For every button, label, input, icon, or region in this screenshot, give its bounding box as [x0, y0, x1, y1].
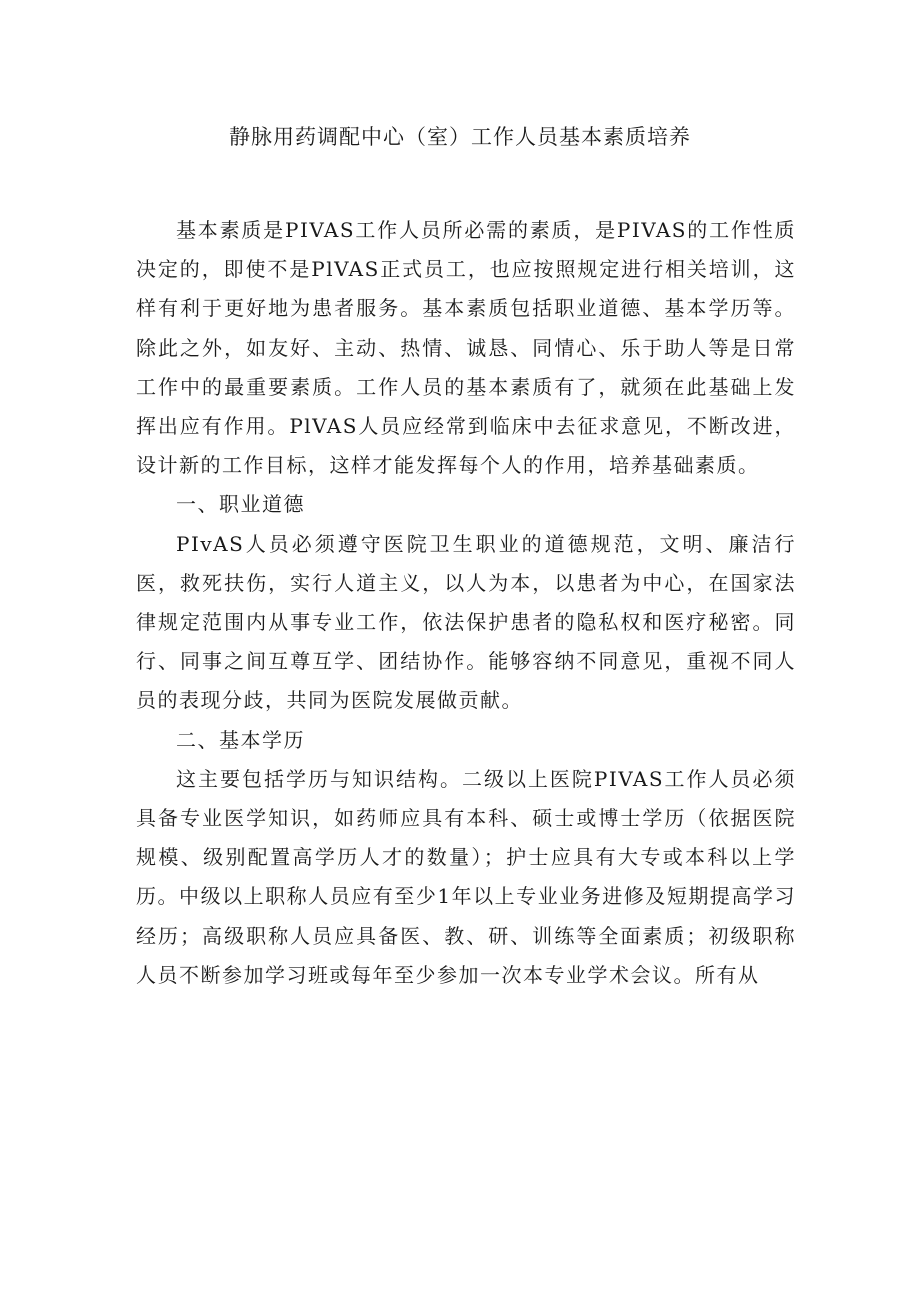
document-title: 静脉用药调配中心（室）工作人员基本素质培养 [229, 125, 691, 149]
professional-ethics-paragraph: PIvAS人员必须遵守医院卫生职业的道德规范，文明、廉洁行医，救死扶伤，实行人道主义，以人为本，以患者为中心，在国家法律规定范围内从事专业工作，依法保护患者的隐私权和医疗秘密。同行、同事之间互尊互学、团结协作。能够容纳不同意见，重视不同人员的表现分歧，共同为医院发展做贡献。 [136, 531, 796, 713]
section-heading-basic-education: 二、基本学历 [176, 727, 305, 752]
section-heading-professional-ethics: 一、职业道德 [176, 492, 305, 517]
intro-paragraph: 基本素质是PIVAS工作人员所必需的素质，是PIVAS的工作性质决定的，即使不是PlVAS正式员工，也应按照规定进行相关培训，这样有利于更好地为患者服务。基本素质包括职业道德、基本学历等。除此之外，如友好、主动、热情、诚恳、同情心、乐于助人等是日常工作中的最重要素质。工作人员的基本素质有了，就须在此基础上发挥出应有作用。PlVAS人员应经常到临床中去征求意见，不断改进，设计新的工作目标，这样才能发挥每个人的作用，培养基础素质。 [136, 218, 796, 478]
basic-education-paragraph: 这主要包括学历与知识结构。二级以上医院PIVAS工作人员必须具备专业医学知识，如药师应具有本科、硕士或博士学历（依据医院规模、级别配置高学历人才的数量）；护士应具有大专或本科以上学历。中级以上职称人员应有至少1年以上专业业务进修及短期提高学习经历；高级职称人员应具备医、教、研、训练等全面素质；初级职称人员不断参加学习班或每年至少参加一次本专业学术会议。所有从 [136, 766, 796, 987]
document-body [136, 211, 796, 995]
